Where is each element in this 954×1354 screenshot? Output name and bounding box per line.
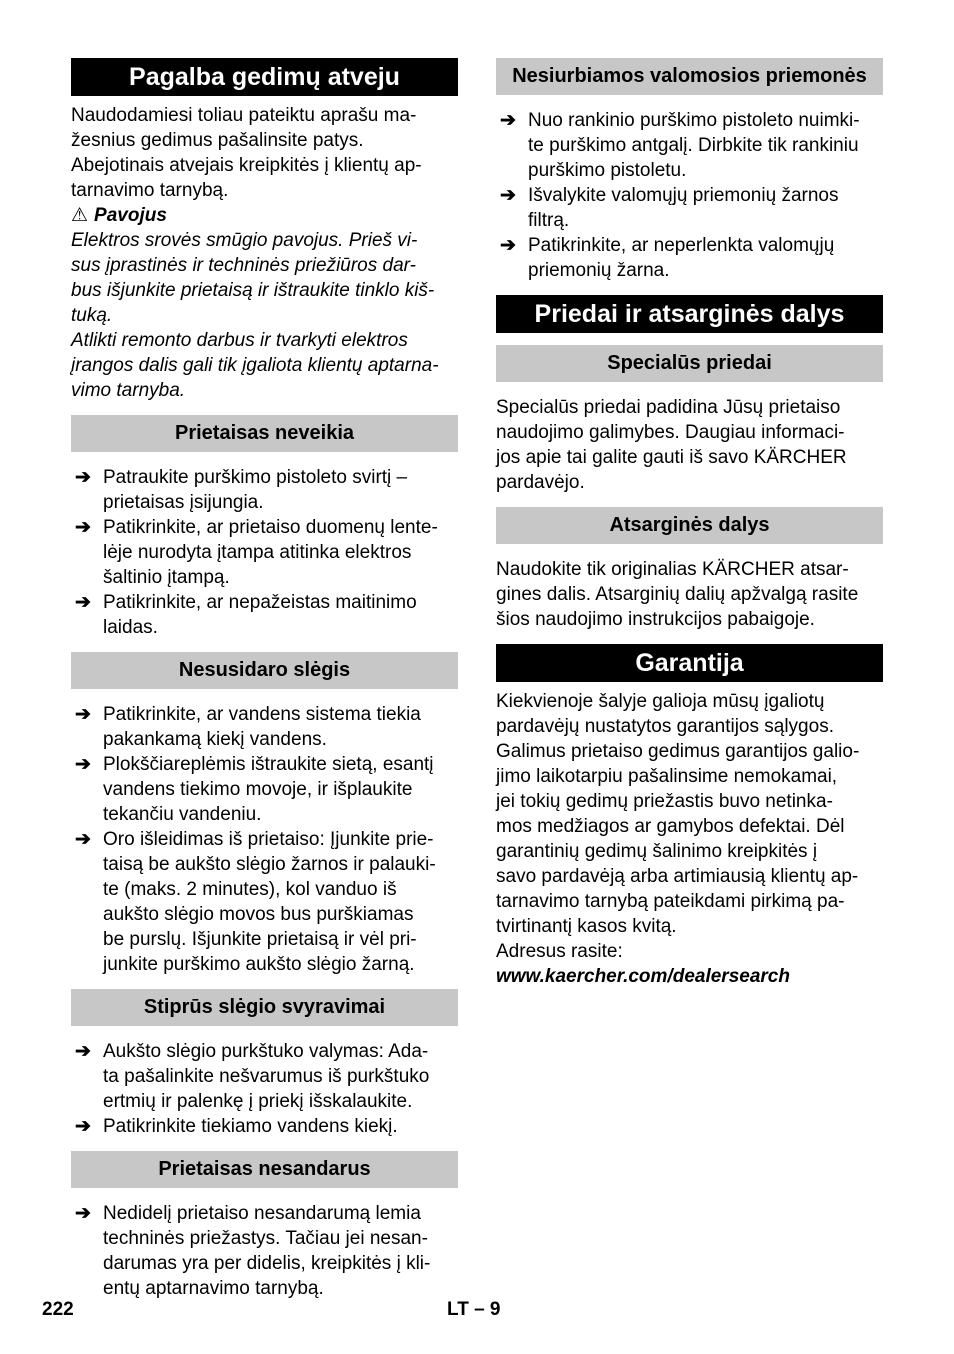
special-line: pardavėjo. [496, 472, 585, 493]
item-line: purškimo pistoletu. [528, 160, 687, 181]
item-line: lėje nurodyta įtampa atitinka elektros [103, 542, 412, 563]
special-line: Specialūs priedai padidina Jūsų prietaiso [496, 397, 841, 418]
item-line: darumas yra per didelis, kreipkitės į kli- [103, 1253, 431, 1274]
item-line: Nedidelį prietaiso nesandarumą lemia [103, 1203, 421, 1224]
intro-line: tarnavimo tarnybą. [71, 180, 229, 201]
warranty-line: jimo laikotarpiu pašalinsime nemokamai, [496, 766, 838, 787]
danger-warning [71, 203, 458, 403]
section-title-help: Pagalba gedimų atveju [71, 58, 458, 96]
subsection-title-not-working: Prietaisas neveikia [71, 415, 458, 452]
list-item [71, 515, 458, 590]
subsection-title-special-accessories: Specialūs priedai [496, 345, 883, 382]
warranty-line: savo pardavėją arba artimiausią klientų ap- [496, 866, 859, 887]
item-line: Patikrinkite, ar neperlenkta valomųjų [528, 235, 835, 256]
list-item [71, 1201, 458, 1301]
item-line: laidas. [103, 617, 158, 638]
item-line: Patikrinkite, ar prietaiso duomenų lente- [103, 517, 438, 538]
list-item [71, 752, 458, 827]
subsection-title-leaking: Prietaisas nesandarus [71, 1151, 458, 1188]
item-line: Patikrinkite, ar nepažeistas maitinimo [103, 592, 417, 613]
list-item [71, 1114, 458, 1139]
item-line: Patikrinkite, ar vandens sistema tiekia [103, 704, 421, 725]
warranty-line: mos medžiagos ar gamybos defektai. Dėl [496, 816, 845, 837]
warranty-line: garantinių gedimų šalinimo kreipkitės į [496, 841, 818, 862]
subsection-title-pressure-fluctuations: Stiprūs slėgio svyravimai [71, 989, 458, 1026]
arrow-right-icon: ➔ [75, 1116, 91, 1137]
item-line: ertmių ir palenkę į priekį išskalaukite. [103, 1091, 413, 1112]
item-line: šaltinio įtampą. [103, 567, 230, 588]
spare-line: šios naudojimo instrukcijos pabaigoje. [496, 609, 815, 630]
intro-line: Abejotinais atvejais kreipkitės į klientų ap- [71, 155, 422, 176]
item-line: taisą be aukšto slėgio žarnos ir palauki- [103, 854, 436, 875]
item-line: Aukšto slėgio purkštuko valymas: Ada- [103, 1041, 429, 1062]
arrow-right-icon: ➔ [75, 704, 91, 725]
item-line: aukšto slėgio movos bus purškiamas [103, 904, 414, 925]
list-item [71, 827, 458, 977]
left-column [71, 58, 458, 1301]
arrow-right-icon: ➔ [500, 235, 516, 256]
list-item [496, 183, 883, 233]
item-line: entų aptarnavimo tarnybą. [103, 1278, 324, 1299]
section-title-warranty: Garantija [496, 644, 883, 682]
special-line: jos apie tai galite gauti iš savo KÄRCHER [496, 447, 847, 468]
item-line: filtrą. [528, 210, 570, 231]
intro-line: Naudodamiesi toliau pateiktu aprašu ma- [71, 105, 417, 126]
spare-line: gines dalis. Atsarginių dalių apžvalgą rasite [496, 584, 859, 605]
warranty-line: Kiekvienoje šalyje galioja mūsų įgaliotų [496, 691, 825, 712]
item-line: ta pašalinkite nešvarumus iš purkštuko [103, 1066, 430, 1087]
warning-line: sus įprastinės ir techninės priežiūros dar- [71, 255, 416, 276]
spare-line: Naudokite tik originalias KÄRCHER atsar- [496, 559, 849, 580]
warranty-line: pardavėjų nustatytos garantijos sąlygos. [496, 716, 834, 737]
warning-triangle-icon: ⚠ [71, 205, 89, 226]
subsection-title-no-pressure: Nesusidaro slėgis [71, 652, 458, 689]
arrow-right-icon: ➔ [500, 110, 516, 131]
item-line: tekančiu vandeniu. [103, 804, 262, 825]
warning-line: Atlikti remonto darbus ir tvarkyti elektros [71, 330, 408, 351]
arrow-right-icon: ➔ [75, 467, 91, 488]
item-line: te (maks. 2 minutes), kol vanduo iš [103, 879, 397, 900]
warning-line: tuką. [71, 305, 113, 326]
item-line: techninės priežastys. Tačiau jei nesan- [103, 1228, 428, 1249]
warranty-line: tvirtinantį kasos kvitą. [496, 916, 677, 937]
arrow-right-icon: ➔ [500, 185, 516, 206]
page-number: 222 [42, 1299, 74, 1320]
list-item [496, 108, 883, 183]
item-line: vandens tiekimo movoje, ir išplaukite [103, 779, 413, 800]
language-page-label: LT – 9 [447, 1299, 501, 1320]
arrow-right-icon: ➔ [75, 829, 91, 850]
warning-line: bus išjunkite prietaisą ir ištraukite tinklo kiš- [71, 280, 435, 301]
item-line: pakankamą kiekį vandens. [103, 729, 327, 750]
item-line: Plokščiareplėmis ištraukite sietą, esantį [103, 754, 434, 775]
section-title-accessories: Priedai ir atsarginės dalys [496, 295, 883, 333]
item-line: junkite purškimo aukšto slėgio žarną. [103, 954, 415, 975]
list-item [71, 465, 458, 515]
arrow-right-icon: ➔ [75, 1041, 91, 1062]
warranty-line: tarnavimo tarnybą pateikdami pirkimą pa- [496, 891, 845, 912]
item-line: Patraukite purškimo pistoleto svirtį – [103, 467, 408, 488]
help-intro [71, 103, 458, 203]
warning-line: Elektros srovės smūgio pavojus. Prieš vi- [71, 230, 418, 251]
item-line: Nuo rankinio purškimo pistoleto nuimki- [528, 110, 860, 131]
item-line: prietaisas įsijungia. [103, 492, 264, 513]
item-line: Išvalykite valomųjų priemonių žarnos [528, 185, 839, 206]
warning-title: Pavojus [94, 205, 167, 226]
item-line: Oro išleidimas iš prietaiso: Įjunkite prie- [103, 829, 434, 850]
arrow-right-icon: ➔ [75, 1203, 91, 1224]
arrow-right-icon: ➔ [75, 754, 91, 775]
warranty-line: Galimus prietaiso gedimus garantijos galio- [496, 741, 860, 762]
warranty-line: Adresus rasite: [496, 941, 623, 962]
list-item [496, 233, 883, 283]
item-line: te purškimo antgalį. Dirbkite tik rankiniu [528, 135, 859, 156]
warranty-line: jei tokių gedimų priežastis buvo netinka- [496, 791, 833, 812]
subsection-title-spare-parts: Atsarginės dalys [496, 507, 883, 544]
item-line: priemonių žarna. [528, 260, 670, 281]
subsection-title-cleaning-agent: Nesiurbiamos valomosios priemonės [496, 58, 883, 95]
warning-line: vimo tarnyba. [71, 380, 186, 401]
list-item [71, 1039, 458, 1114]
special-line: naudojimo galimybes. Daugiau informaci- [496, 422, 845, 443]
list-item [71, 590, 458, 640]
item-line: be purslų. Išjunkite prietaisą ir vėl pri- [103, 929, 417, 950]
dealer-search-link[interactable]: www.kaercher.com/dealersearch [496, 966, 790, 987]
list-item [71, 702, 458, 752]
warning-heading [71, 203, 458, 228]
arrow-right-icon: ➔ [75, 517, 91, 538]
warning-line: įrangos dalis gali tik įgaliota klientų aptarna- [71, 355, 439, 376]
intro-line: žesnius gedimus pašalinsite patys. [71, 130, 364, 151]
item-line: Patikrinkite tiekiamo vandens kiekį. [103, 1116, 398, 1137]
arrow-right-icon: ➔ [75, 592, 91, 613]
right-column [496, 58, 883, 989]
